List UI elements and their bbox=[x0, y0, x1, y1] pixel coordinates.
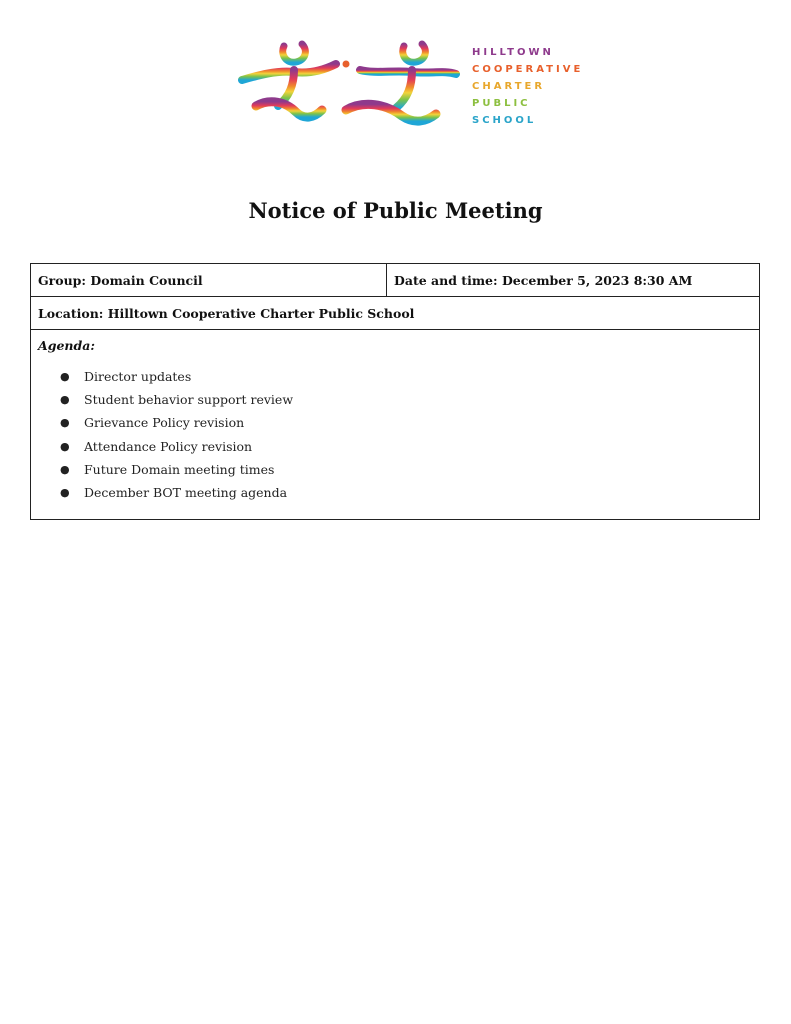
table-row bbox=[31, 264, 759, 297]
agenda-list bbox=[38, 365, 293, 504]
dancing-figures-logo-icon bbox=[236, 40, 461, 130]
agenda-label: Agenda: bbox=[38, 338, 95, 353]
list-item bbox=[38, 411, 293, 434]
agenda-item-text: Attendance Policy revision bbox=[84, 438, 253, 454]
logo-line-cooperative: COOPERATIVE bbox=[472, 64, 584, 75]
agenda-item-text: Student behavior support review bbox=[84, 392, 294, 408]
logo-line-charter: CHARTER bbox=[472, 81, 546, 92]
location-cell: Location: Hilltown Cooperative Charter Public School bbox=[38, 305, 415, 321]
agenda-cell bbox=[31, 330, 300, 519]
bullet-icon: ● bbox=[60, 439, 70, 453]
agenda-item-text: Future Domain meeting times bbox=[84, 461, 275, 477]
datetime-cell: Date and time: December 5, 2023 8:30 AM bbox=[394, 272, 693, 288]
list-item bbox=[38, 388, 293, 411]
logo-line-school: SCHOOL bbox=[472, 115, 537, 126]
table-row bbox=[31, 330, 759, 519]
list-item bbox=[38, 458, 293, 481]
logo-line-public: PUBLIC bbox=[472, 98, 531, 109]
logo-wordmark bbox=[472, 44, 584, 129]
bullet-icon: ● bbox=[60, 393, 70, 407]
meeting-info-table bbox=[30, 263, 760, 520]
logo-line-hilltown: HILLTOWN bbox=[472, 47, 554, 58]
bullet-icon: ● bbox=[60, 370, 70, 383]
group-cell: Group: Domain Council bbox=[31, 264, 387, 296]
bullet-icon: ● bbox=[60, 416, 70, 430]
agenda-item-text: December BOT meeting agenda bbox=[84, 484, 288, 500]
list-item bbox=[38, 365, 293, 388]
agenda-item-text: Director updates bbox=[84, 369, 192, 384]
agenda-item-text: Grievance Policy revision bbox=[84, 415, 245, 431]
page-title: Notice of Public Meeting bbox=[248, 198, 543, 223]
bullet-icon: ● bbox=[60, 462, 70, 476]
table-row bbox=[31, 297, 759, 330]
list-item bbox=[38, 481, 293, 504]
bullet-icon: ● bbox=[60, 485, 70, 499]
school-logo bbox=[236, 40, 584, 130]
list-item bbox=[38, 435, 293, 458]
